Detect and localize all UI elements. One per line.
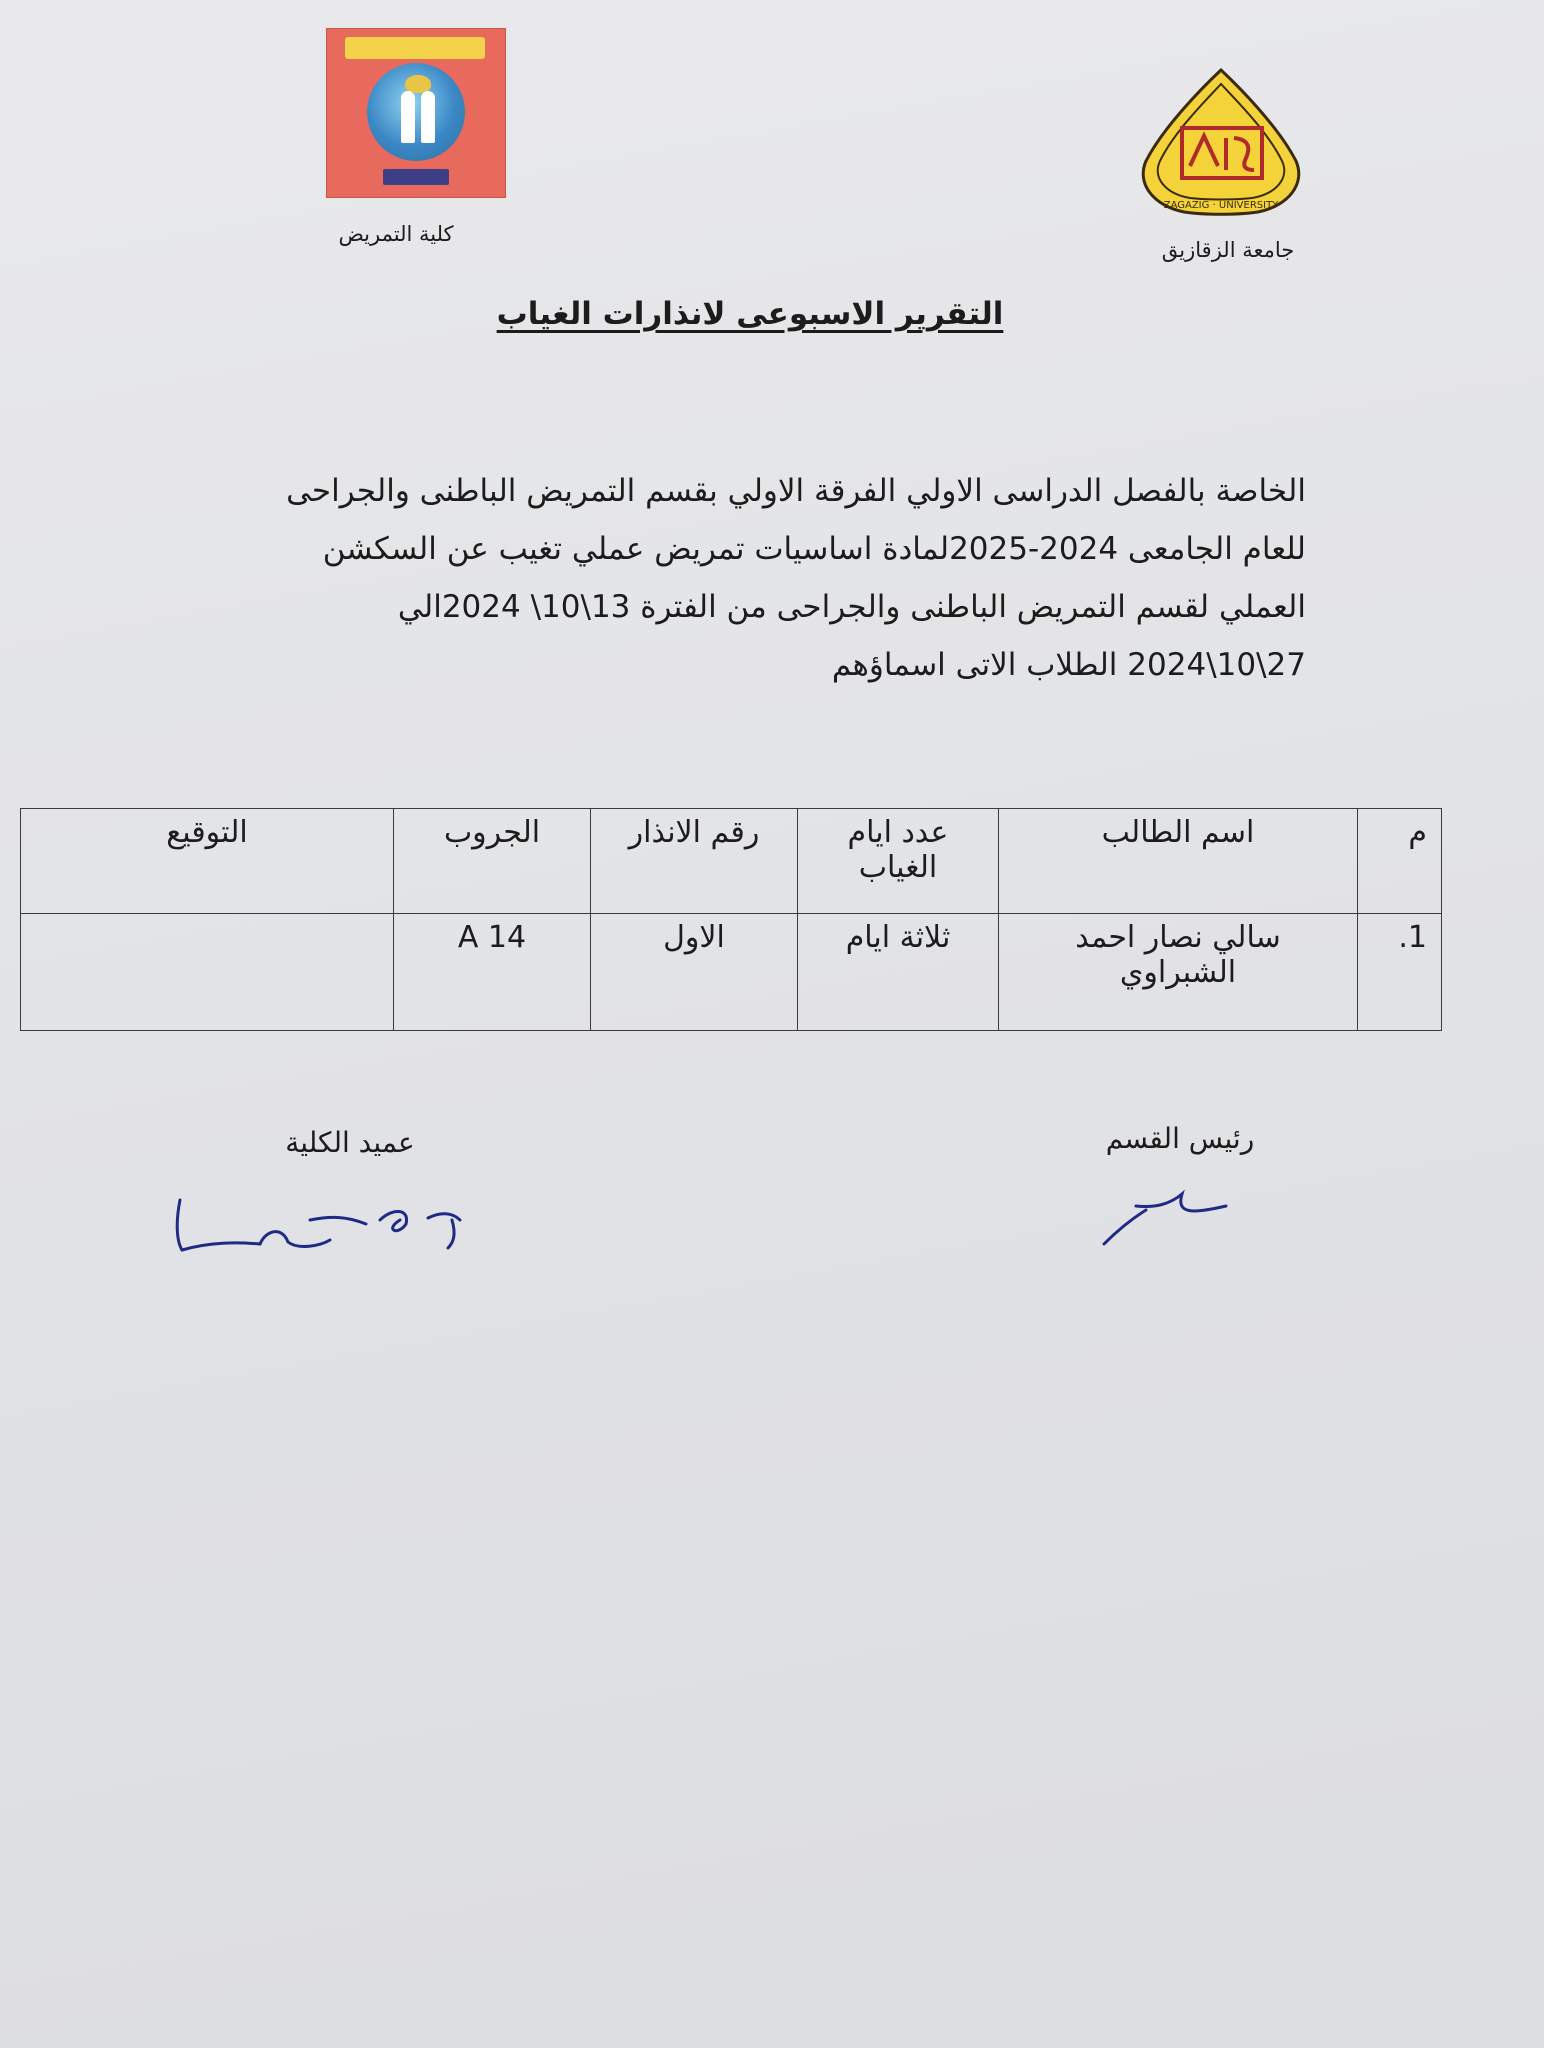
head-of-department-label: رئيس القسم xyxy=(1105,1122,1255,1155)
absence-table xyxy=(20,808,1442,1031)
header-number: م xyxy=(1358,809,1442,914)
zagazig-university-seal-icon xyxy=(1134,66,1308,216)
paragraph-line: 27\10\2024 الطلاب الاتى اسماؤهم xyxy=(831,647,1306,683)
faculty-of-nursing-logo xyxy=(326,28,506,198)
dean-label: عميد الكلية xyxy=(285,1126,415,1159)
cell-signature xyxy=(21,914,394,1031)
logo-footer xyxy=(383,169,449,185)
logo-figure xyxy=(421,91,435,143)
cell-absence-days: ثلاثة ايام xyxy=(798,914,999,1031)
dean-signature-icon xyxy=(170,1190,490,1270)
header-signature: التوقيع xyxy=(21,809,394,914)
logo-figure xyxy=(401,91,415,143)
report-title: التقرير الاسبوعى لانذارات الغياب xyxy=(496,296,1004,332)
cell-group xyxy=(394,914,591,1031)
university-label: جامعة الزقازيق xyxy=(1161,238,1295,262)
cell-warning-number: الاول xyxy=(591,914,798,1031)
svg-text:ZAGAZIG · UNIVERSITY: ZAGAZIG · UNIVERSITY xyxy=(1163,200,1279,211)
group-value: A 14 xyxy=(457,920,527,955)
faculty-label: كلية التمريض xyxy=(338,222,454,246)
report-paragraph xyxy=(200,462,1306,694)
head-signature-icon xyxy=(1096,1184,1236,1254)
paragraph-line: الخاصة بالفصل الدراسى الاولي الفرقة الاولي بقسم التمريض الباطنى والجراحى xyxy=(286,473,1306,509)
table-row xyxy=(21,914,1442,1031)
cell-number: 1. xyxy=(1358,914,1442,1031)
cell-student-name: سالي نصار احمد الشبراوي xyxy=(999,914,1358,1031)
paragraph-line: العملي لقسم التمريض الباطنى والجراحى من الفترة 13\10\ 2024الي xyxy=(397,589,1306,625)
header-student-name: اسم الطالب xyxy=(999,809,1358,914)
header-absence-days: عدد ايام الغياب xyxy=(798,809,999,914)
paragraph-line: للعام الجامعى 2024-2025لمادة اساسيات تمريض عملي تغيب عن السكشن xyxy=(322,531,1306,567)
header-warning-number: رقم الانذار xyxy=(591,809,798,914)
logo-banner xyxy=(345,37,485,59)
table-header-row xyxy=(21,809,1442,914)
header-group: الجروب xyxy=(394,809,591,914)
